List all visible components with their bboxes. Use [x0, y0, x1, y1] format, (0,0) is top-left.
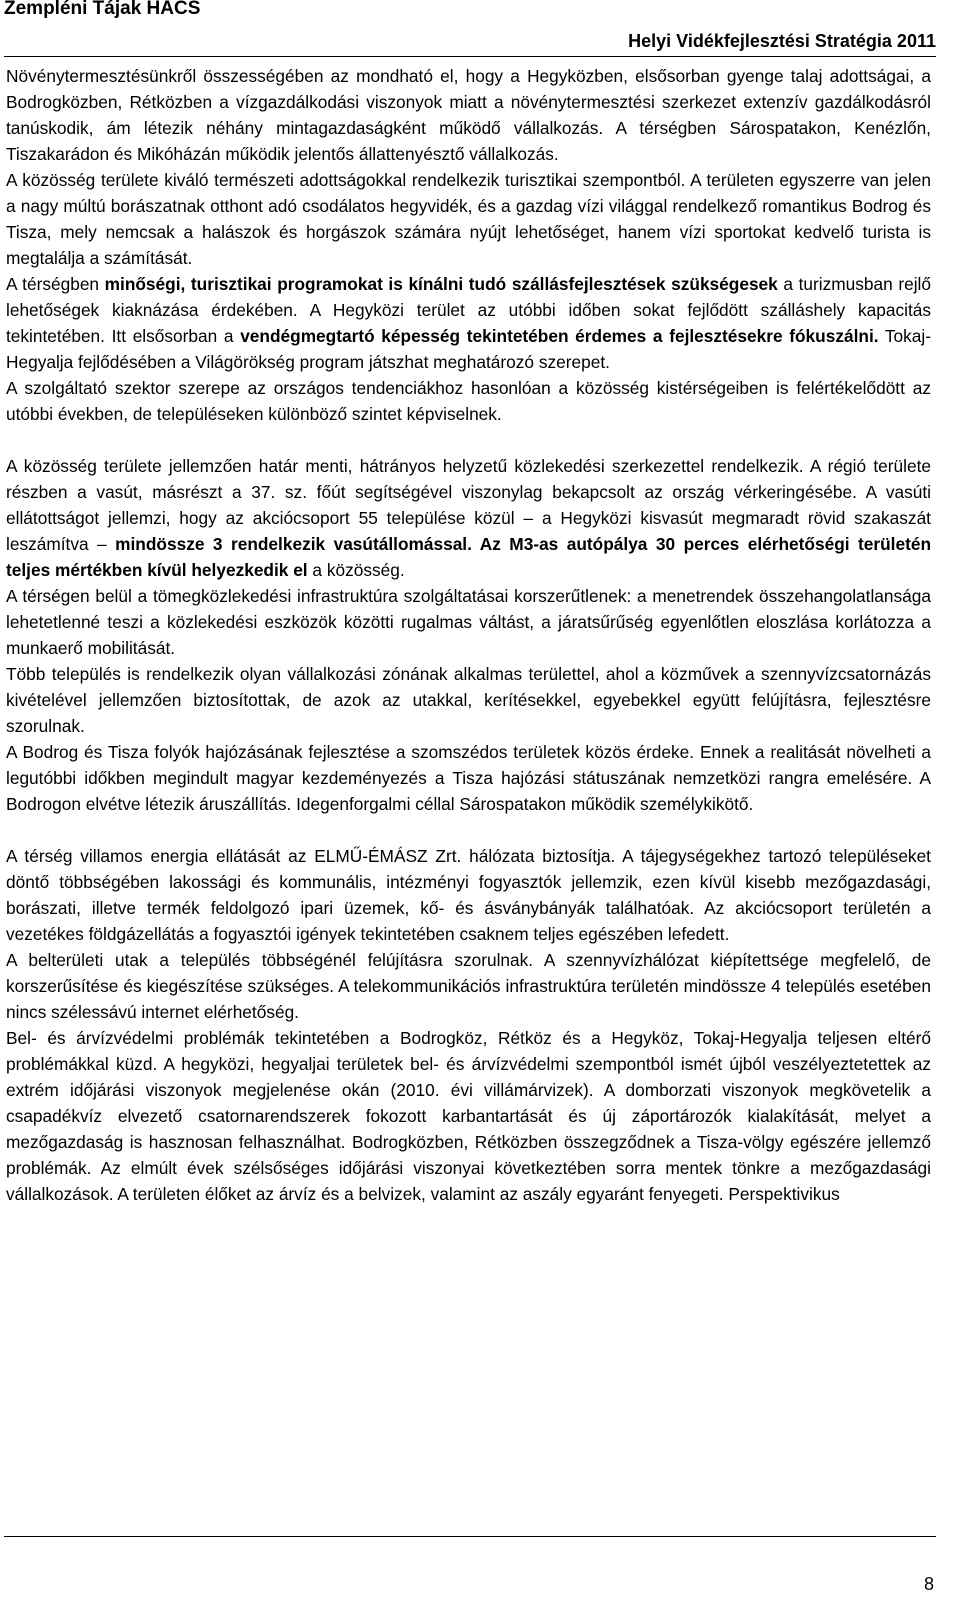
paragraph [6, 63, 931, 167]
text-run: A térségben [6, 274, 105, 294]
header-rule [4, 56, 936, 57]
text-run: A szolgáltató szektor szerepe az országos tendenciákhoz hasonlóan a közösség kistérségeiben is felértékelődött az utóbbi években, de településeken különböző szintet képviselnek. [6, 378, 931, 424]
paragraph [6, 1025, 931, 1207]
paragraph [6, 843, 931, 947]
paragraph [6, 583, 931, 661]
paragraph-gap [6, 427, 931, 453]
paragraph [6, 739, 931, 817]
text-run: A Bodrog és Tisza folyók hajózásának fejlesztése a szomszédos területek közös érdeke. Ennek a realitását növelheti a legutóbbi időkben megindult magyar kezdeményezés a Tisza hajózási státuszának nemzetközi rangra emelésére. A Bodrogon elvétve létezik áruszállítás. Idegenforgalmi céllal Sárospatakon működik személykikötő. [6, 742, 931, 814]
paragraph [6, 375, 931, 427]
text-run: Több település is rendelkezik olyan vállalkozási zónának alkalmas területtel, ahol a közművek a szennyvízcsatornázás kivételével jellemzően biztosítottak, de azok az utakkal, kerítésekkel, egyebekkel együtt felújításra, fejlesztésre szorulnak. [6, 664, 931, 736]
text-run: Tokaj-Hegyalja fejlődésében a Világörökség program játszhat meghatározó szerepet. [6, 326, 931, 372]
body-text [6, 63, 931, 1207]
paragraph-gap [6, 817, 931, 843]
paragraph [6, 661, 931, 739]
text-run: a turizmusban rejlő lehetőségek kiaknázása érdekében. A Hegyközi terület az utóbbi időben sokat fejlődött szálláshely kapacitás tekintetében. Itt elsősorban a [6, 274, 931, 346]
header-subtitle: Helyi Vidékfejlesztési Stratégia 2011 [628, 31, 936, 51]
paragraph [6, 453, 931, 583]
text-run: Növénytermesztésünkről összességében az mondható el, hogy a Hegyközben, elsősorban gyenge talaj adottságai, a Bodrogközben, Rétközben a vízgazdálkodási viszonyok miatt a növénytermesztési szerkezet extenzív gazdálkodásról tanúskodik, ám létezik néhány mintagazdaságként működő vállalkozás. A térségben Sárospatakon, Kenézlőn, Tiszakarádon és Mikóházán működik jelentős állattenyésztő vállalkozás. [6, 66, 931, 164]
text-run: A térségen belül a tömegközlekedési infrastruktúra szolgáltatásai korszerűtlenek: a menetrendek összehangolatlansága lehetetlenné teszi a közlekedési eszközök közötti rugalmas váltást, a járatsűrűség egyenlőtlen eloszlása korlátozza a munkaerő mobilitását. [6, 586, 931, 658]
text-run: A belterületi utak a település többségénél felújításra szorulnak. A szennyvízhálózat kiépítettsége megfelelő, de korszerűsítése és kiegészítése szükséges. A telekommunikációs infrastruktúra területén mindössze 4 település esetében nincs szélessávú internet elérhetőség. [6, 950, 931, 1022]
footer-rule [4, 1536, 936, 1537]
text-run: Bel- és árvízvédelmi problémák tekintetében a Bodrogköz, Rétköz és a Hegyköz, Tokaj-Hegyalja teljesen eltérő problémákkal küzd. A hegyközi, hegyaljai területek bel- és árvízvédelmi szempontból ismét újból veszélyeztetettek az extrém időjárási viszonyok megjelenése okán (2010. évi villámárvizek). A domborzati viszonyok megkövetelik a csapadékvíz elvezető csatornarendszerek fokozott karbantartását és új záportározók kialakítását, melyet a mezőgazdaság is hasznosan felhasználhat. Bodrogközben, Rétközben összegződnek a Tisza-völgy egészére jellemző problémák. Az elmúlt évek szélsőséges időjárási viszonyai következtében sorra mentek tönkre a mezőgazdasági vállalkozások. A területen élőket az árvíz és a belvizek, valamint az aszály egyaránt fenyegeti. Perspektivikus [6, 1028, 931, 1204]
text-run: A közösség területe jellemzően határ menti, hátrányos helyzetű közlekedési szerkezettel rendelkezik. A régió területe részben a vasút, másrészt a 37. sz. főút segítségével viszonylag bekapcsolt az ország vérkeringésébe. A vasúti ellátottságot jellemzi, hogy az akciócsoport 55 települése közül – a Hegyközi kisvasút megmaradt rövid szakaszát leszámítva – [6, 456, 931, 554]
paragraph [6, 947, 931, 1025]
text-run: A közösség területe kiváló természeti adottságokkal rendelkezik turisztikai szempontból. A területen egyszerre van jelen a nagy múltú borászatnak otthont adó csodálatos hegyvidék, és a gazdag vízi világgal rendelkező romantikus Bodrog és Tisza, mely nemcsak a halászok és horgászok számára nyújt lehetőséget, hanem vízi sportokat kedvelő turista is megtalálja a számítását. [6, 170, 931, 268]
bold-text: mindössze 3 rendelkezik vasútállomással. Az M3-as autópálya 30 perces elérhetőségi területén teljes mértékben kívül helyezkedik el [6, 534, 932, 580]
text-run: A térség villamos energia ellátását az ELMŰ-ÉMÁSZ Zrt. hálózata biztosítja. A tájegységekhez tartozó településeket döntő többségében lakossági és kommunális, intézményi fogyasztók jellemzik, ezen kívül kisebb mezőgazdasági, borászati, illetve termék feldolgozó ipari üzemek, kő- és ásványbányák találhatóak. Az akciócsoport területén a vezetékes földgázellátás a fogyasztói igények tekintetében csaknem teljes egészében lefedett. [6, 846, 931, 944]
bold-text: vendégmegtartó képesség tekintetében érdemes a fejlesztésekre fókuszálni. [240, 326, 879, 346]
paragraph [6, 271, 931, 375]
text-run: a közösség. [307, 560, 405, 580]
header-title: Zempléni Tájak HACS [4, 0, 201, 19]
paragraph [6, 167, 931, 271]
bold-text: minőségi, turisztikai programokat is kínálni tudó szállásfejlesztések szükségesek [104, 274, 778, 294]
page-number: 8 [923, 1574, 934, 1594]
